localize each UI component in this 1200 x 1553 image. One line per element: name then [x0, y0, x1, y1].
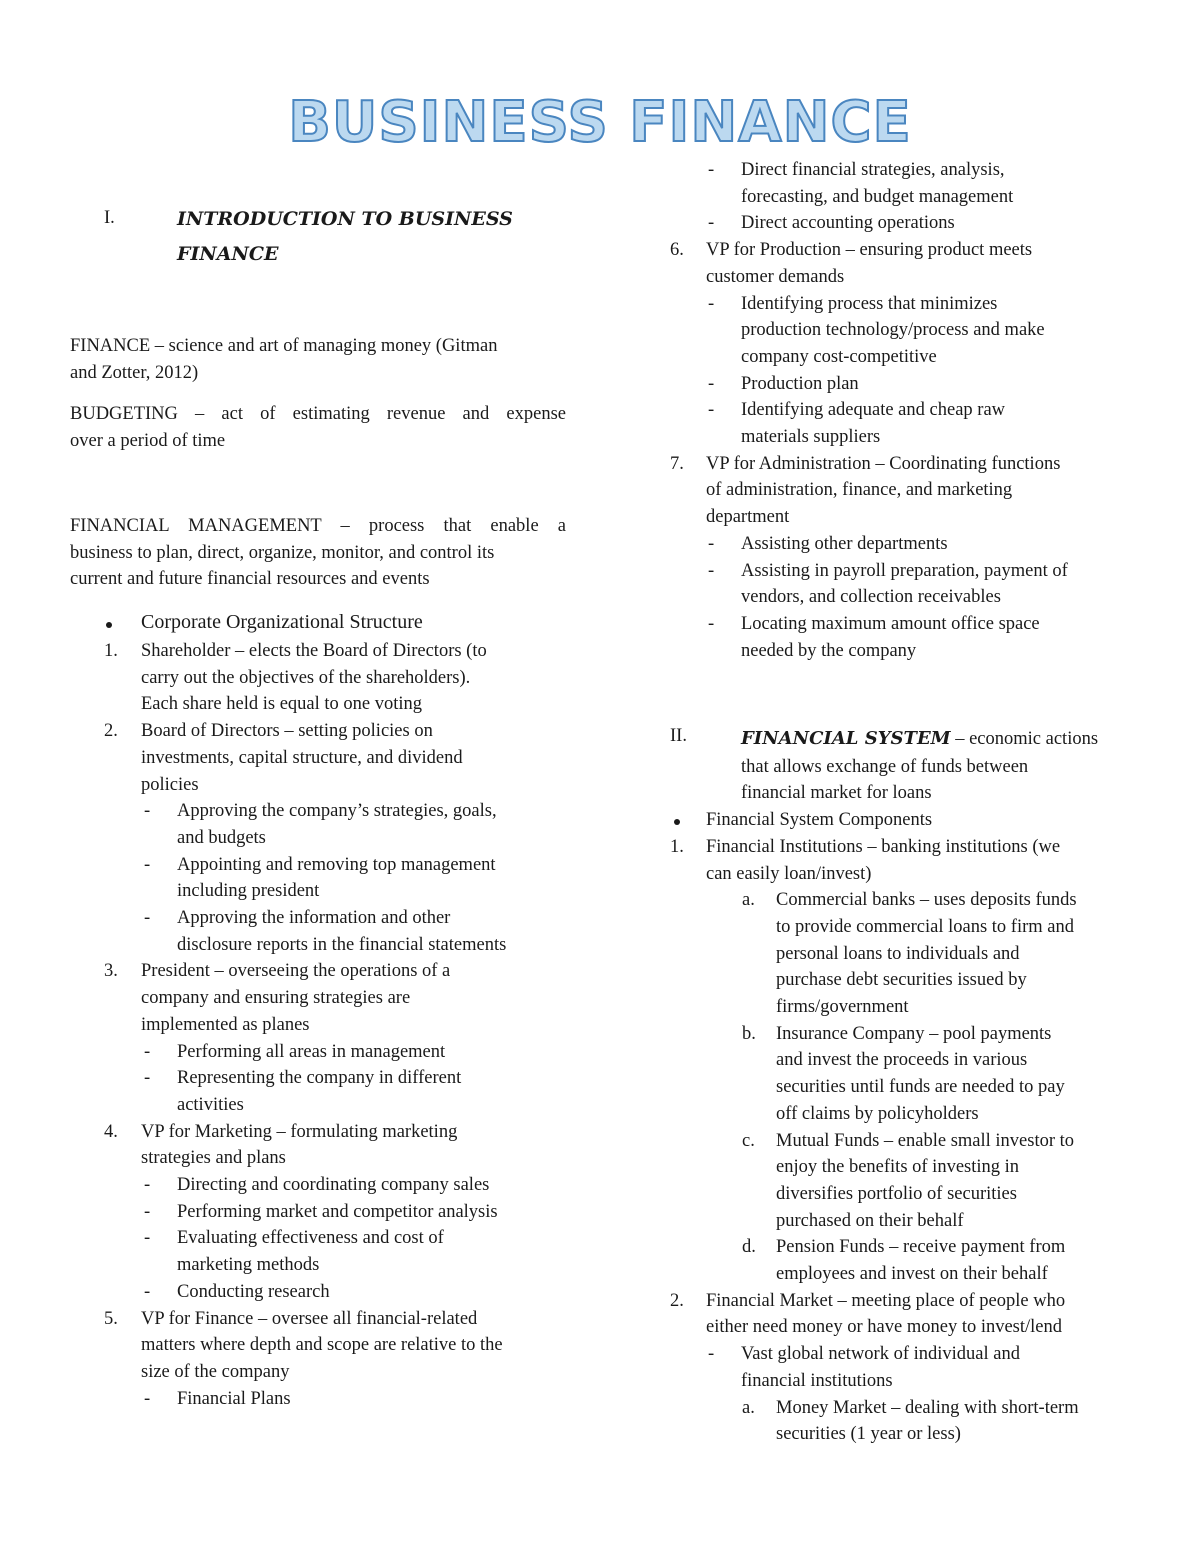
dash-marker: - [144, 854, 151, 875]
sub-item-text: Pension Funds – receive payment from [776, 1237, 1066, 1258]
sub-item-text: Money Market – dealing with short-term [776, 1397, 1079, 1418]
dash-marker: - [144, 1228, 151, 1249]
sub-item-text: purchase debt securities issued by [776, 970, 1027, 991]
definition-text: FINANCIAL MANAGEMENT – process that enable a [70, 516, 566, 536]
letter-marker: c. [742, 1130, 755, 1151]
list-item-text: strategies and plans [141, 1148, 286, 1169]
dash-marker: - [144, 1388, 151, 1409]
dash-marker: - [708, 560, 715, 581]
sub-item-text: Financial Plans [177, 1388, 291, 1409]
sub-item-text: marketing methods [177, 1255, 320, 1276]
sub-item-text: firms/government [776, 997, 909, 1017]
dash-marker: - [144, 1175, 151, 1195]
list-item-text: investments, capital structure, and dividend [141, 747, 463, 768]
bullet-icon [106, 622, 112, 628]
dash-marker: - [708, 613, 715, 634]
sub-item-text: Mutual Funds – enable small investor to [776, 1130, 1075, 1151]
list-item-text: department [706, 507, 790, 528]
sub-item-text: Vast global network of individual and [741, 1344, 1020, 1365]
sub-item-text: including president [177, 881, 320, 902]
sub-item-text: Conducting research [177, 1281, 330, 1302]
list-item-text: company and ensuring strategies are [141, 988, 411, 1009]
list-item-text: either need money or have money to invest/lend [706, 1317, 1063, 1338]
section-numeral: II. [670, 726, 687, 746]
sub-item-text: Assisting other departments [741, 533, 948, 554]
sub-item-text: Evaluating effectiveness and cost of [177, 1228, 444, 1249]
dash-marker: - [144, 1201, 151, 1222]
list-item-text: policies [141, 774, 199, 795]
sub-item-text: securities (1 year or less) [776, 1424, 961, 1445]
list-item-text: customer demands [706, 266, 845, 287]
page-title: BUSINESS FINANCE [288, 90, 912, 155]
dash-marker: - [708, 373, 715, 394]
list-number: 2. [670, 1290, 684, 1311]
list-number: 4. [104, 1121, 118, 1142]
list-number: 7. [670, 453, 684, 474]
letter-marker: b. [742, 1023, 756, 1044]
definition-text: current and future financial resources and events [70, 569, 430, 590]
sub-item-text: Direct financial strategies, analysis, [741, 160, 1005, 180]
list-number: 5. [104, 1308, 118, 1329]
definition-text: and Zotter, 2012) [70, 362, 199, 383]
section-heading: FINANCE [177, 243, 279, 265]
sub-item-text: diversifies portfolio of securities [776, 1183, 1017, 1204]
section-numeral: I. [104, 208, 115, 228]
list-item-text: implemented as planes [141, 1014, 310, 1035]
section-text: that allows exchange of funds between [741, 756, 1029, 777]
sub-item-text: Approving the company’s strategies, goals, [177, 801, 497, 822]
sub-item-text: Directing and coordinating company sales [177, 1175, 490, 1195]
sub-item-text: financial institutions [741, 1370, 893, 1391]
sub-item-text: enjoy the benefits of investing in [776, 1157, 1020, 1178]
bullet-heading: Financial System Components [706, 810, 933, 831]
sub-item-text: to provide commercial loans to firm and [776, 916, 1074, 937]
bullet-icon [674, 819, 680, 825]
letter-marker: a. [742, 1397, 755, 1418]
list-item-text: Board of Directors – setting policies on [141, 721, 433, 742]
list-item-text: President – overseeing the operations of a [141, 961, 451, 982]
sub-item-text: purchased on their behalf [776, 1210, 964, 1231]
section-heading: FINANCIAL SYSTEM – economic actions [741, 728, 1099, 749]
sub-item-text: Locating maximum amount office space [741, 613, 1040, 634]
sub-item-text: Production plan [741, 373, 859, 394]
sub-item-text: off claims by policyholders [776, 1103, 979, 1124]
dash-marker: - [144, 1281, 151, 1302]
sub-item-text: Appointing and removing top management [177, 854, 496, 875]
sub-item-text: Representing the company in different [177, 1068, 462, 1089]
sub-item-text: Identifying adequate and cheap raw [741, 400, 1006, 421]
dash-marker: - [708, 293, 715, 314]
list-item-text: VP for Marketing – formulating marketing [141, 1121, 458, 1142]
dash-marker: - [144, 1041, 151, 1062]
dash-marker: - [708, 533, 715, 554]
list-item-text: Financial Market – meeting place of people who [706, 1290, 1066, 1311]
dash-marker: - [144, 1068, 151, 1089]
sub-item-text: needed by the company [741, 640, 917, 661]
list-number: 6. [670, 240, 684, 261]
list-item-text: VP for Production – ensuring product meets [706, 240, 1033, 261]
list-item-text: Shareholder – elects the Board of Directors (to [141, 641, 487, 661]
sub-item-text: and invest the proceeds in various [776, 1050, 1028, 1071]
sub-item-text: Direct accounting operations [741, 213, 955, 234]
sub-item-text: employees and invest on their behalf [776, 1264, 1048, 1284]
sub-item-text: Performing all areas in management [177, 1041, 446, 1062]
sub-item-text: vendors, and collection receivables [741, 587, 1001, 608]
list-item-text: carry out the objectives of the shareholders). [141, 667, 471, 688]
bullet-heading: Corporate Organizational Structure [141, 611, 423, 633]
list-number: 2. [104, 721, 118, 742]
sub-item-text: and budgets [177, 827, 266, 848]
list-number: 1. [104, 641, 118, 661]
sub-item-text: Identifying process that minimizes [741, 293, 998, 314]
sub-item-text: Commercial banks – uses deposits funds [776, 890, 1077, 911]
list-item-text: Financial Institutions – banking institutions (we [706, 836, 1061, 857]
dash-marker: - [708, 400, 715, 421]
section-heading-bold: FINANCIAL SYSTEM [741, 728, 951, 749]
sub-item-text: Insurance Company – pool payments [776, 1023, 1052, 1044]
sub-item-text: Approving the information and other [177, 908, 451, 928]
sub-item-text: activities [177, 1094, 244, 1115]
dash-marker: - [708, 160, 715, 180]
definition-text: BUDGETING – act of estimating revenue and expense [70, 404, 566, 424]
sub-item-text: production technology/process and make [741, 320, 1045, 341]
list-number: 1. [670, 836, 684, 857]
sub-item-text: personal loans to individuals and [776, 943, 1020, 964]
sub-item-text: Performing market and competitor analysis [177, 1201, 498, 1222]
list-item-text: Each share held is equal to one voting [141, 694, 423, 715]
sub-item-text: securities until funds are needed to pay [776, 1077, 1065, 1098]
list-number: 3. [104, 961, 118, 982]
dash-marker: - [708, 213, 715, 234]
dash-marker: - [708, 1344, 715, 1365]
definition-text: over a period of time [70, 430, 226, 451]
sub-item-text: materials suppliers [741, 427, 881, 447]
sub-item-text: forecasting, and budget management [741, 186, 1014, 207]
section-heading: INTRODUCTION TO BUSINESS [177, 208, 513, 230]
definition-text: FINANCE – science and art of managing money (Gitman [70, 336, 498, 356]
list-item-text: matters where depth and scope are relative to the [141, 1335, 503, 1356]
list-item-text: of administration, finance, and marketing [706, 480, 1013, 501]
sub-item-text: disclosure reports in the financial statements [177, 934, 507, 955]
sub-item-text: Assisting in payroll preparation, payment of [741, 560, 1068, 581]
list-item-text: VP for Administration – Coordinating functions [706, 453, 1061, 474]
dash-marker: - [144, 908, 151, 928]
letter-marker: d. [742, 1237, 756, 1258]
dash-marker: - [144, 801, 151, 822]
sub-item-text: company cost-competitive [741, 346, 937, 367]
definition-text: business to plan, direct, organize, monitor, and control its [70, 542, 495, 563]
list-item-text: can easily loan/invest) [706, 863, 872, 884]
section-text: financial market for loans [741, 783, 932, 804]
letter-marker: a. [742, 890, 755, 911]
list-item-text: VP for Finance – oversee all financial-related [141, 1308, 478, 1329]
list-item-text: size of the company [141, 1361, 290, 1382]
